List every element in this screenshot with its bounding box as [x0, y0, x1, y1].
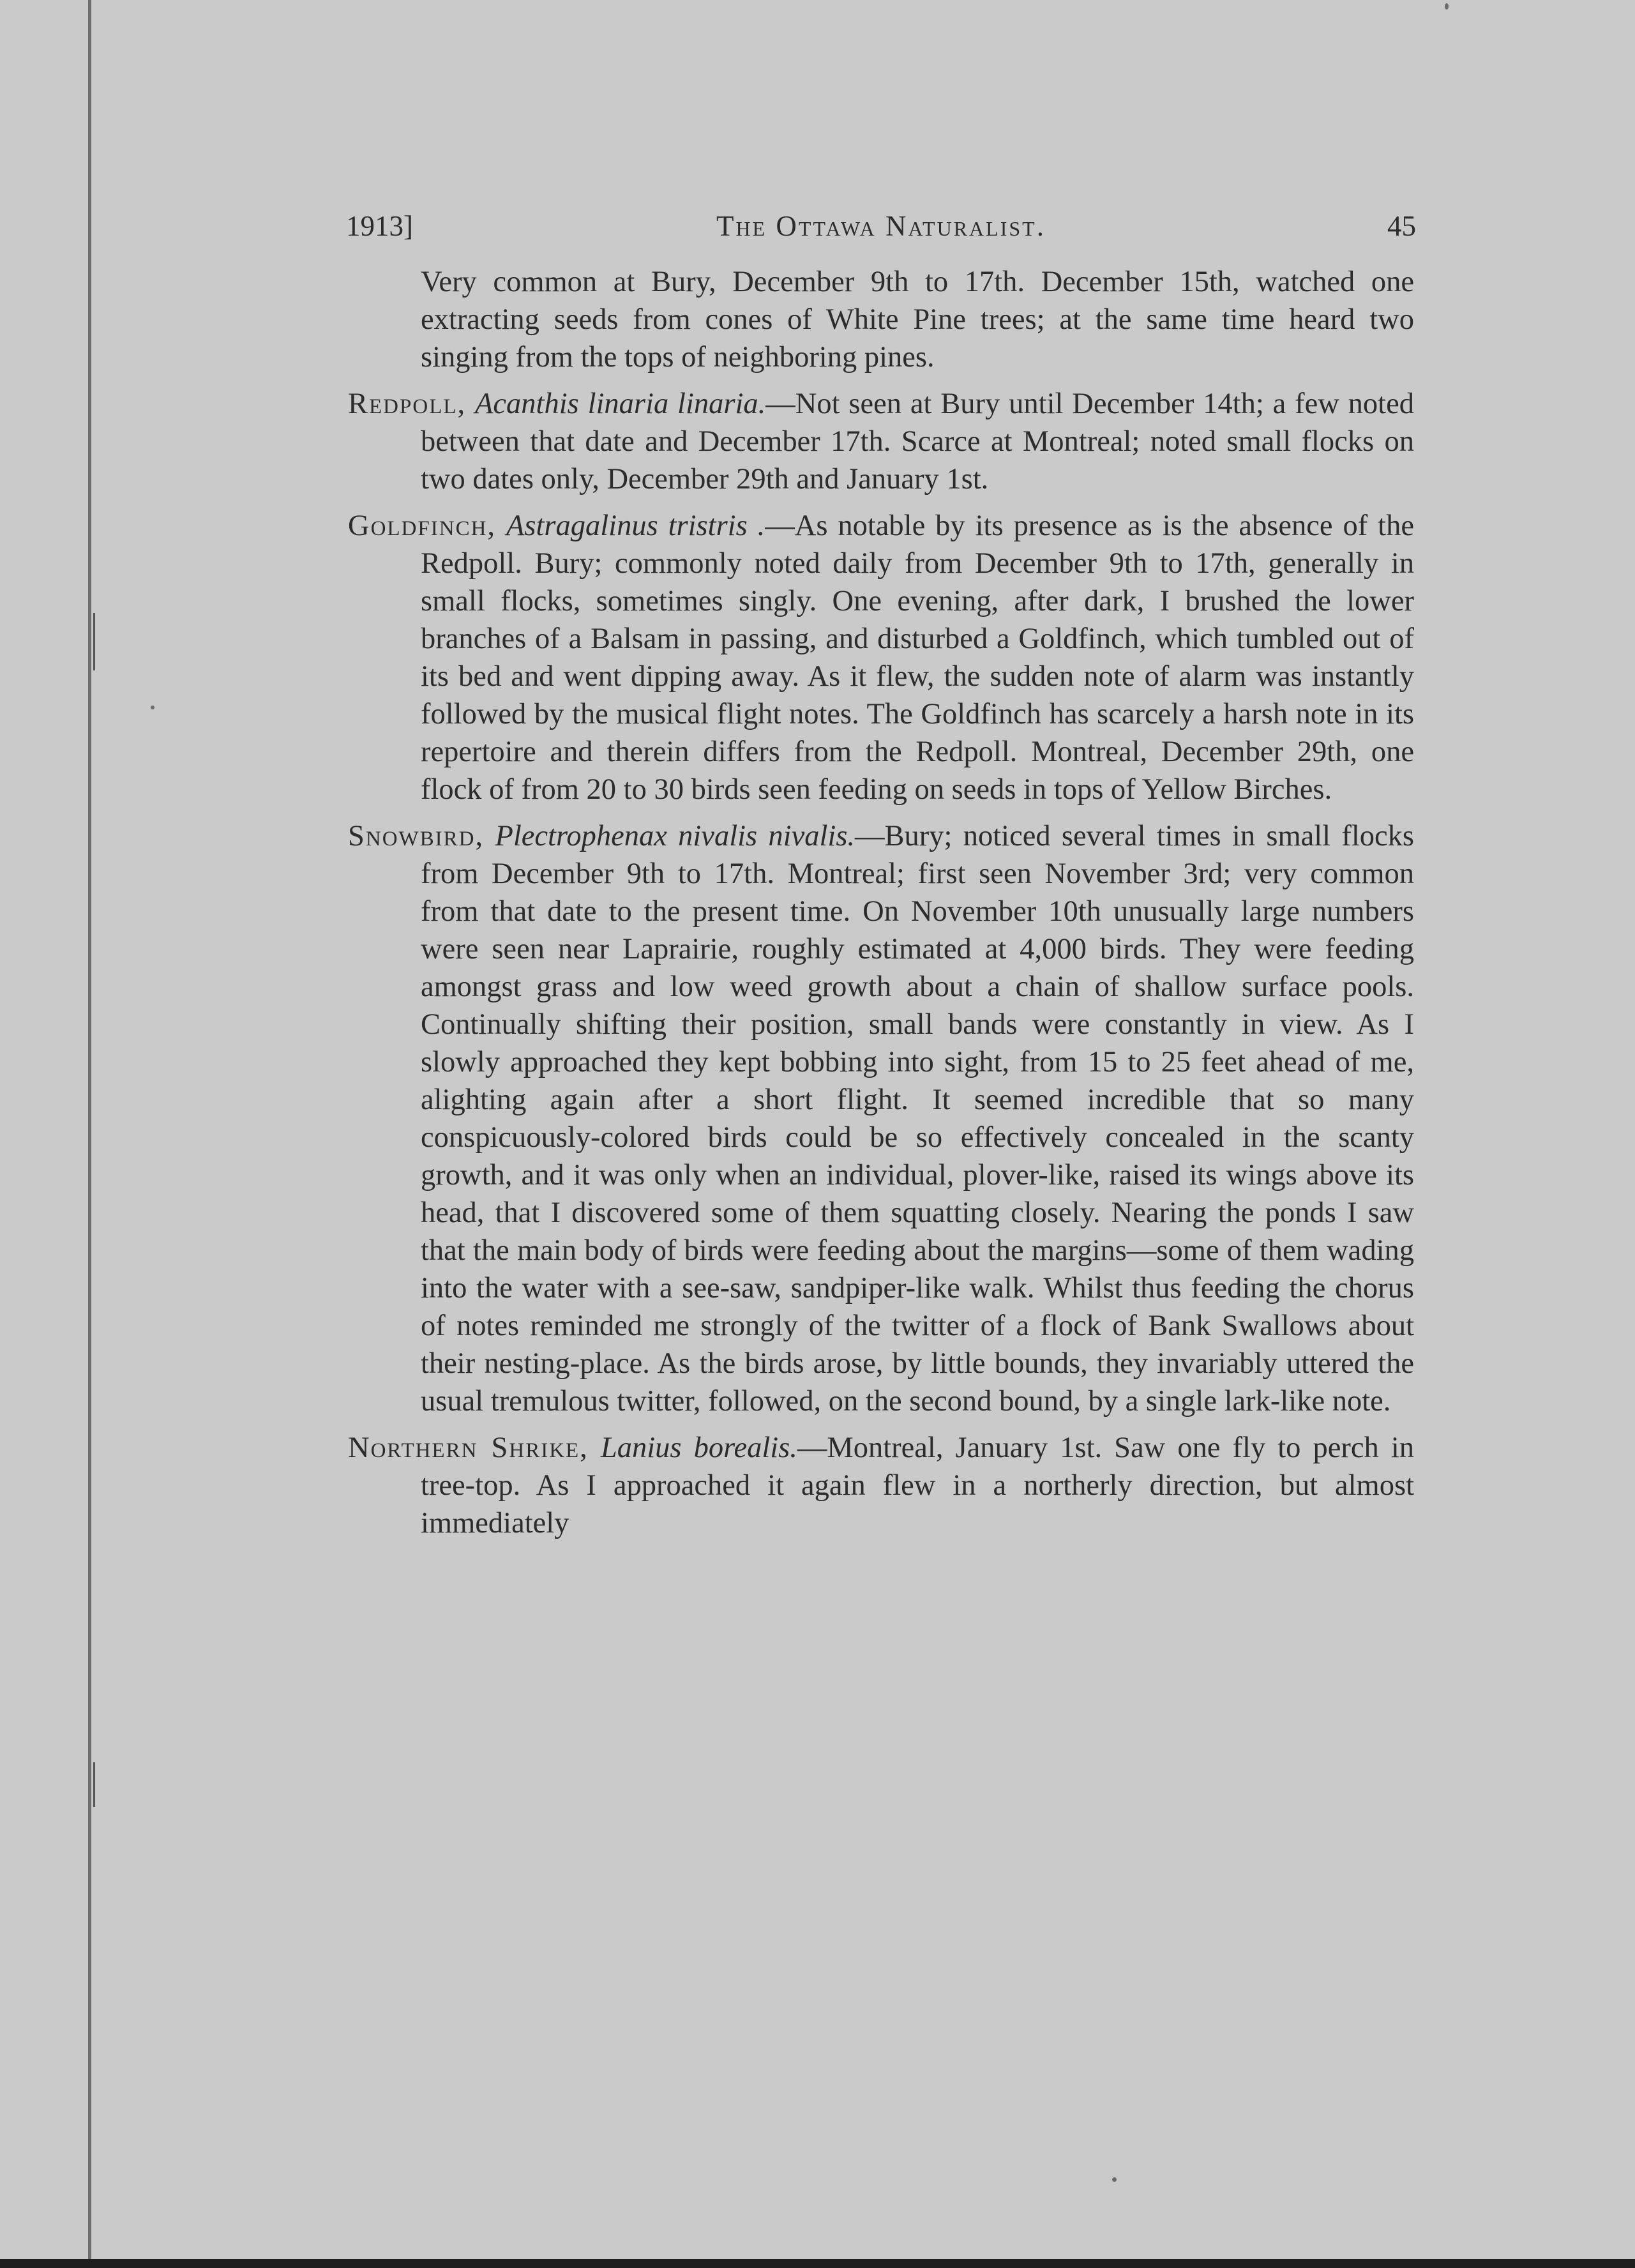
entry-paragraph — [348, 507, 1414, 808]
species-name: Redpoll, — [348, 388, 467, 420]
entry-paragraph — [348, 385, 1414, 498]
entry-text: —Bury; noticed several times in small flocks from December 9th to 17th. Montreal; first seen November 3rd; very common from that date to the present time. On November 10th unusually large numbers were seen near Laprairie, roughly estimated at 4,000 birds. They were feeding amongst grass and low weed growth about a chain of shallow surface pools. Continually shifting their position, small bands were constantly in view. As I slowly approached they kept bobbing into sight, from 15 to 25 feet ahead of me, alighting again after a short flight. It seemed incredible that so many conspicuously-colored birds could be so effectively concealed in the scanty growth, and it was only when an individual, plover-like, raised its wings above its head, that I discovered some of them squatting closely. Nearing the ponds I saw that the main body of birds were feeding about the margins—some of them wading into the water with a see-saw, sandpiper-like walk. Whilst thus feeding the chorus of notes reminded me strongly of the twitter of a flock of Bank Swallows about their nesting-place. As the birds arose, by little bounds, they invariably uttered the usual tremulous twitter, followed, on the second bound, by a single lark-like note. — [421, 820, 1415, 1418]
binding-mark — [93, 613, 95, 670]
running-header — [346, 209, 1416, 248]
scientific-name: Lanius borealis. — [600, 1432, 797, 1464]
entry-paragraph — [348, 1429, 1414, 1542]
entry-text: —As notable by its presence as is the absence of the Redpoll. Bury; commonly noted daily from December 9th to 17th, generally in small flocks, sometimes singly. One evening, after dark, I brushed the lower branches of a Balsam in passing, and disturbed a Goldfinch, which tumbled out of its bed and went dipping away. As it flew, the sudden note of alarm was instantly followed by the musical flight notes. The Goldfinch has scarcely a harsh note in its repertoire and therein differs from the Redpoll. Montreal, December 29th, one flock of from 20 to 30 birds seen feeding on seeds in tops of Yellow Birches. — [421, 510, 1414, 806]
scan-speck — [1112, 2177, 1117, 2182]
entry-paragraph — [348, 817, 1414, 1420]
entry-text: —Not seen at Bury until December 14th; a few noted between that date and December 17th. Scarce at Montreal; noted small flocks on two dates only, December 29th and January 1st. — [421, 388, 1414, 495]
scan-speck — [1445, 3, 1449, 10]
page-bottom-edge — [0, 2259, 1635, 2268]
page-number: 45 — [1387, 210, 1416, 242]
entry-text: Very common at Bury, December 9th to 17th. December 15th, watched one extracting seeds from cones of White Pine trees; at the same time heard two singing from the tops of neighboring pines. — [421, 266, 1414, 374]
entry-text: —Montreal, January 1st. Saw one fly to perch in tree-top. As I approached it again flew in a northerly direction, but almost immediately — [421, 1432, 1414, 1539]
binding-edge — [88, 0, 91, 2268]
scientific-name: Plectrophenax nivalis nivalis. — [495, 820, 855, 852]
binding-mark — [93, 1762, 95, 1807]
species-name: Northern Shrike, — [348, 1432, 589, 1464]
body-text — [348, 263, 1414, 1551]
species-name: Goldfinch, — [348, 510, 497, 542]
entry-paragraph — [348, 263, 1414, 376]
header-journal-title: The Ottawa Naturalist. — [716, 210, 1046, 242]
species-name: Snowbird, — [348, 820, 485, 852]
scientific-name: Astragalinus tristris . — [506, 510, 765, 542]
header-year: 1913] — [346, 210, 413, 242]
scan-speck — [151, 706, 154, 709]
scientific-name: Acanthis linaria linaria. — [475, 388, 766, 420]
